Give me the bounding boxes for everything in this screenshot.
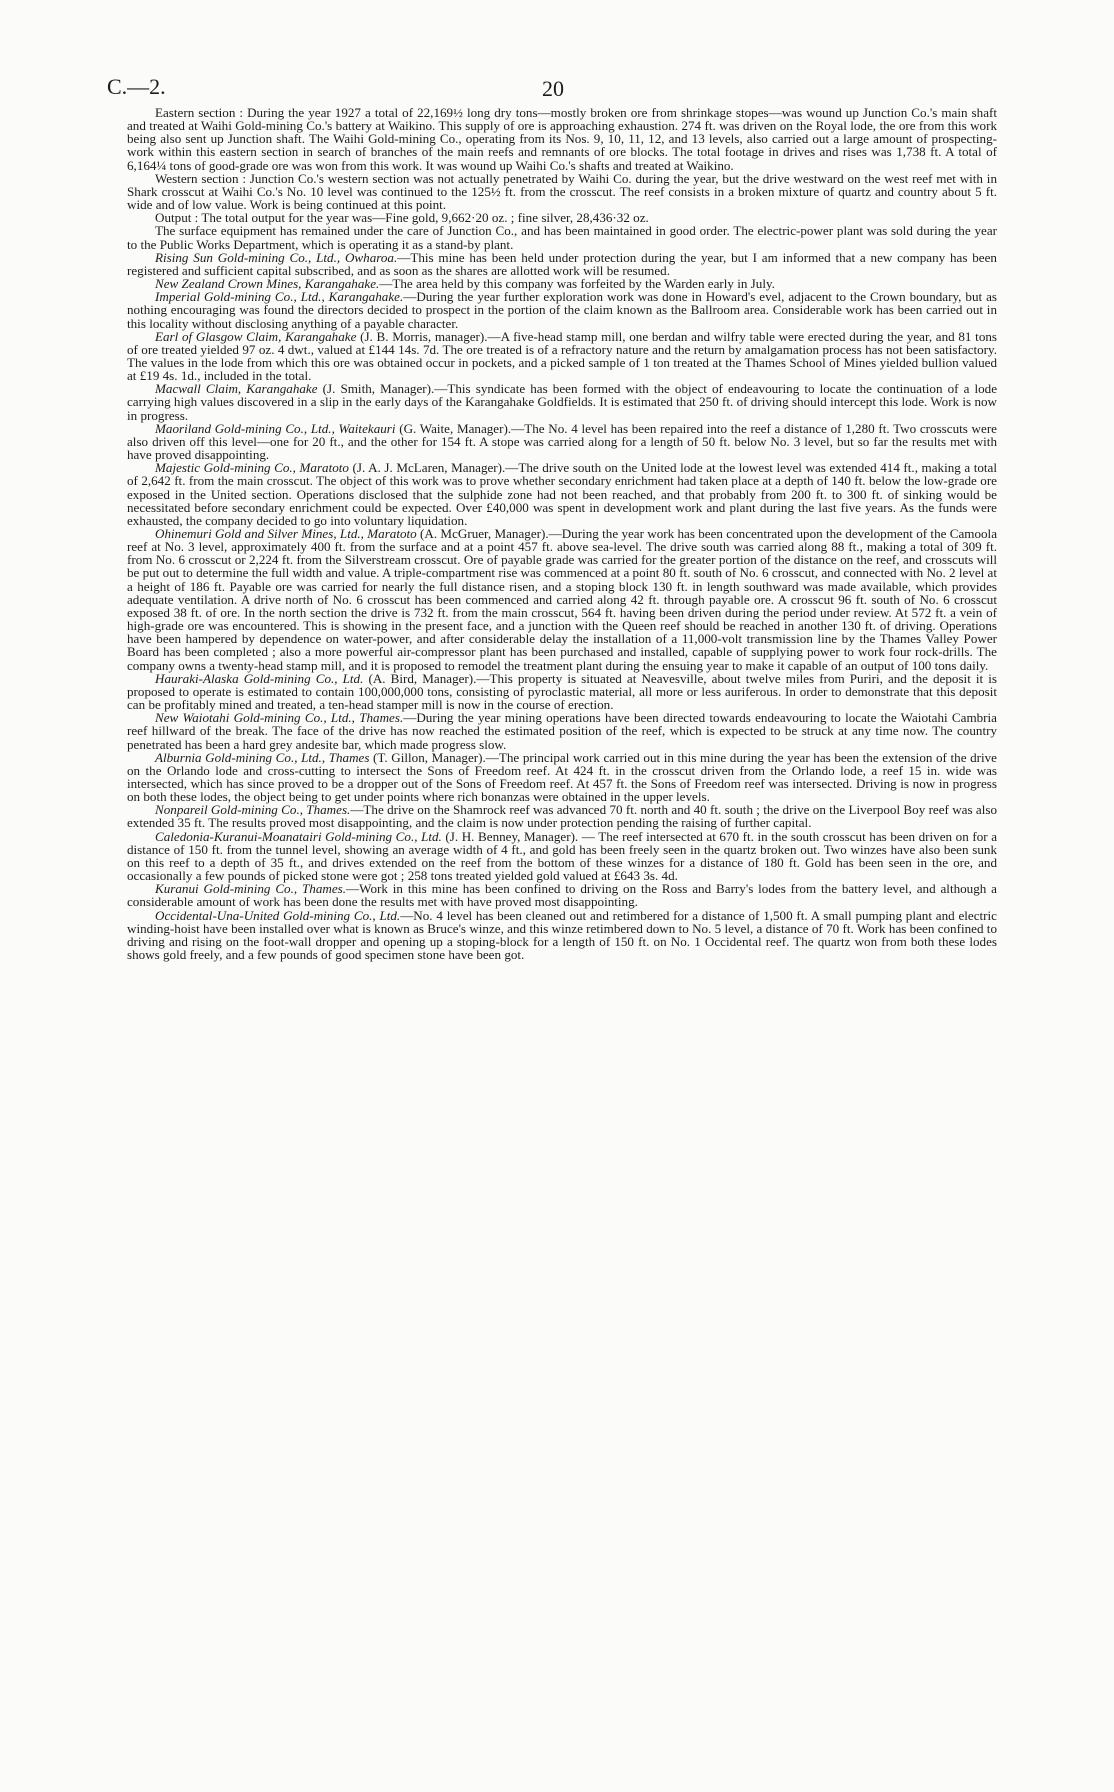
paragraph-imperial: Imperial Gold-mining Co., Ltd., Karangahake.—During the year further exploration work was done in Howard's evel, adjacent to the Crown boundary, but as nothing encouraging was found the directors decided to prospect in the portion of the claim known as the Ballroom area. Considerable work has been carried out in this locality without disclosing anything of a payable character. — [127, 289, 997, 331]
paragraph-eastern-section: Eastern section : During the year 1927 a total of 22,169½ long dry tons—mostly broken ore from shrinkage stopes—was wound up Junction Co.'s main shaft and treated at Waihi Gold-mining Co.'s battery at Waikino. This supply of ore is approaching exhaustion. 274 ft. was driven on the Royal lode, the ore from this work being also sent up Junction shaft. The Waihi Gold-mining Co., operating from its Nos. 9, 10, 11, 12, and 13 levels, also carried out a large amount of prospecting-work within this eastern section in search of branches of the main reefs and remnants of ore blocks. The total footage in drives and rises was 1,738 ft. A total of 6,164¼ tons of good-grade ore was won from this work. It was wound up Waihi Co.'s shafts and treated at Waikino. — [127, 105, 997, 173]
paragraph-macwall: Macwall Claim, Karangahake (J. Smith, Manager).—This syndicate has been formed with the object of endeavouring to locate the continuation of a lode carrying high values discovered in a slip in the early days of the Karangahake Goldfields. It is estimated that 250 ft. of driving should intercept this lode. Work is now in progress. — [127, 381, 998, 423]
paragraph-nz-crown-mines: New Zealand Crown Mines, Karangahake.—The area held by this company was forfeited by the Warden early in July. — [155, 276, 775, 292]
paragraph-occidental: Occidental-Una-United Gold-mining Co., Ltd.—No. 4 level has been cleaned out and retimbered for a distance of 1,500 ft. A small pumping plant and electric winding-hoist have been installed over what is known as Bruce's winze, and this winze retimbered down to No. 5 level, a distance of 70 ft. Work has been confined to driving and rising on the foot-wall dropper and opening up a stoping-block for a length of 150 ft. on No. 1 Occidental reef. The quartz won from both these lodes shows gold freely, and a few pounds of good specimen stone have been got. — [127, 907, 997, 962]
paragraph-western-section: Western section : Junction Co.'s western section was not actually penetrated by Waihi Co. during the year, but the drive westward on the west reef met with in Shark crosscut at Waihi Co.'s No. 10 level was continued to the 125½ ft. from the crosscut. The reef consists in a broken mixture of quartz and country about 5 ft. wide and of low value. Work is being continued at this point. — [127, 170, 997, 213]
paragraph-maoriland: Maoriland Gold-mining Co., Ltd., Waitekauri (G. Waite, Manager).—The No. 4 level has been repaired into the reef a distance of 1,280 ft. Two crosscuts were also driven off this level—one for 20 ft., and the other for 154 ft. A stope was carried along for a length of 50 ft. below No. 3 level, but so far the results met with have proved disappointing. — [127, 420, 997, 463]
paragraph-output: Output : The total output for the year was—Fine gold, 9,662·20 oz. ; fine silver, 28,436·32 oz. — [155, 210, 649, 226]
paragraph-new-waiotahi: New Waiotahi Gold-mining Co., Ltd., Thames.—During the year mining operations have been directed towards endeavouring to locate the Waiotahi Cambria reef hillward of the break. The face of the drive has now reached the estimated position of the reef, which is expected to be struck at any time now. The country penetrated has been a hard grey andesite bar, which made progress slow. — [127, 710, 997, 752]
document-reference: C.—2. — [107, 74, 166, 99]
paragraph-hauraki-alaska: Hauraki-Alaska Gold-mining Co., Ltd. (A. Bird, Manager).—This property is situated at Neavesville, about twelve miles from Puriri, and the deposit it is proposed to operate is estimated to contain 100,000,000 tons, consisting of pyroclastic material, all more or less auriferous. In order to demonstrate that this deposit can be profitably mined and treated, a ten-head stamper mill is now in the course of erection. — [127, 670, 997, 713]
page-number: 20 — [542, 76, 564, 101]
paragraph-surface-equipment: The surface equipment has remained under the care of Junction Co., and has been maintained in good order. The electric-power plant was sold during the year to the Public Works Department, which is operating it as a stand-by plant. — [127, 223, 997, 252]
paragraph-caledonia: Caledonia-Kuranui-Moanatairi Gold-mining Co., Ltd. (J. H. Benney, Manager). — The reef intersected at 670 ft. in the south crosscut has been driven on for a distance of 150 ft. from the tunnel level, showing an average width of 4 ft., and gold has been freely seen in the quartz broken out. Two winzes have also been sunk on this reef to a depth of 35 ft., and drives extended on the reef from the bottom of these winzes for a distance of 180 ft. Gold has been seen in the ore, and occasionally a few pounds of picked stone were got ; 258 tons treated yielded gold valued at £643 3s. 4d. — [127, 828, 998, 884]
paragraph-majestic: Majestic Gold-mining Co., Maratoto (J. A. J. McLaren, Manager).—The drive south on the United lode at the lowest level was extended 414 ft., making a total of 2,642 ft. from the main crosscut. The object of this work was to prove whether secondary enrichment had taken place at a depth of 140 ft. below the low-grade ore exposed in the United section. Operations disclosed that the sulphide zone had not been reached, and that probably from 200 ft. to 300 ft. of sinking would be necessitated before secondary enrichment could be expected. Over £40,000 was spent in development work and plant during the last five years. As the funds were exhausted, the company decided to go into voluntary liquidation. — [127, 460, 997, 528]
body-text — [127, 106, 997, 961]
paragraph-kuranui: Kuranui Gold-mining Co., Thames.—Work in this mine has been confined to driving on the Ross and Barry's lodes from the battery level, and although a considerable amount of work has been done the results met with have proved most disappointing. — [127, 881, 997, 910]
paragraph-nonpareil: Nonpareil Gold-mining Co., Thames.—The drive on the Shamrock reef was advanced 70 ft. north and 40 ft. south ; the drive on the Liverpool Boy reef was also extended 35 ft. The results proved most disappointing, and the claim is now under protection pending the raising of further capital. — [127, 802, 997, 831]
paragraph-ohinemuri: Ohinemuri Gold and Silver Mines, Ltd., Maratoto (A. McGruer, Manager).—During the year work has been concentrated upon the development of the Camoola reef at No. 3 level, approximately 400 ft. from the surface and at a point 457 ft. above sea-level. The drive south was carried along 88 ft., making a total of 309 ft. from No. 6 crosscut or 2,224 ft. from the Silverstream crosscut. Ore of payable grade was carried for the greater portion of the distance on the reef, and crosscuts will be put out to determine the full width and value. A triple-compartment rise was commenced at a point 80 ft. south of No. 6 crosscut, and connected with No. 2 level at a height of 186 ft. Payable ore was carried for nearly the full distance risen, and a stoping block 130 ft. in length southward was made available, which provides adequate ventilation. A drive north of No. 6 crosscut has been commenced and carried along 42 ft. through payable ore. A crosscut 96 ft. south of No. 6 crosscut exposed 38 ft. of ore. In the north section the drive is 732 ft. from the main crosscut, 564 ft. having been driven during the period under review. At 572 ft. a vein of high-grade ore was encountered. This is showing in the present face, and a junction with the Queen reef should be reached in another 130 ft. of driving. Operations have been hampered by dependence on water-power, and after considerable delay the installation of a 11,000-volt transmission line by the Thames Valley Power Board has been completed ; also a more powerful air-compressor plant has been purchased and installed, capable of supplying power to work four rock-drills. The company owns a twenty-head stamp mill, and it is proposed to remodel the treatment plant during the ensuing year to make it capable of an output of 100 tons daily. — [127, 526, 998, 673]
paragraph-rising-sun: Rising Sun Gold-mining Co., Ltd., Owharoa.—This mine has been held under protection during the year, but I am informed that a new company has been registered and sufficient capital subscribed, and as soon as the shares are allotted work will be resumed. — [127, 249, 997, 278]
paragraph-earl-of-glasgow: Earl of Glasgow Claim, Karangahake (J. B. Morris, manager).—A five-head stamp mill, one berdan and wilfry table were erected during the year, and 81 tons of ore treated yielded 97 oz. 4 dwt., valued at £144 14s. 7d. The ore treated is of a refractory nature and the return by amalgamation process has not been satisfactory. The values in the lode from which this ore was obtained occur in pockets, and a picked sample of 1 ton treated at the Thames School of Mines yielded bullion valued at £19 4s. 1d., included in the total. — [127, 328, 998, 384]
paragraph-alburnia: Alburnia Gold-mining Co., Ltd., Thames (T. Gillon, Manager).—The principal work carried out in this mine during the year has been the extension of the drive on the Orlando lode and cross-cutting to intersect the Sons of Freedom reef. At 424 ft. in the crosscut driven from the Orlando lode, a reef 15 in. wide was intersected, which has since proved to be a dropper out of the Sons of Freedom reef. At 457 ft. the Sons of Freedom reef was intersected. Driving is now in progress on both these lodes, the object being to get under points where rich bonanzas were obtained in the upper levels. — [127, 749, 997, 805]
